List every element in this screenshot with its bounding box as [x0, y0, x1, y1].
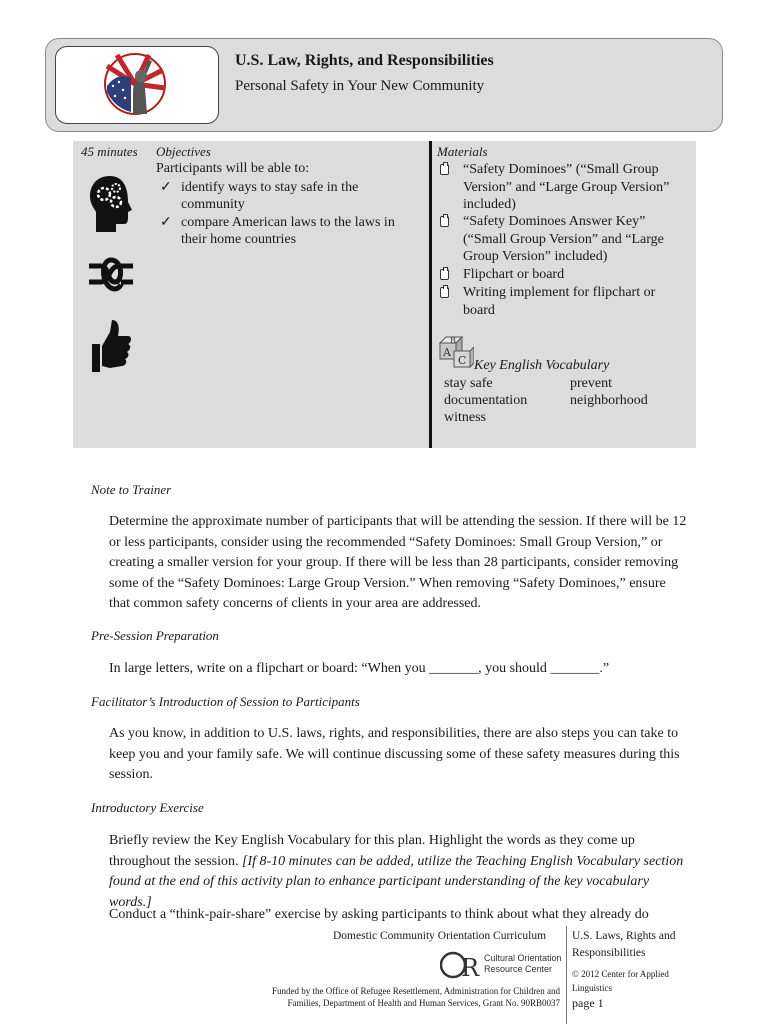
- note-heading: Note to Trainer: [91, 482, 172, 497]
- liberty-logo-icon: [103, 52, 167, 116]
- abc-blocks-icon: [438, 335, 474, 369]
- svg-text:R: R: [461, 954, 480, 980]
- objectives-intro: Participants will be able to:: [156, 161, 310, 176]
- clipboard-bullet-icon: [440, 164, 449, 175]
- panel-divider: [429, 141, 432, 448]
- cor-org-name: [484, 953, 562, 975]
- exercise-heading: Introductory Exercise: [91, 800, 204, 815]
- checkmark-icon: ✓: [160, 215, 172, 230]
- page-subtitle: Personal Safety in Your New Community: [235, 78, 485, 94]
- svg-text:C: C: [458, 354, 467, 367]
- page-number: page 1: [572, 996, 604, 1010]
- vocab-heading: Key English Vocabulary: [474, 358, 610, 373]
- knot-icon: [89, 254, 133, 294]
- think-pair-share-paragraph: Conduct a “think-pair-share” exercise by asking participants to think about what they already do: [109, 907, 649, 922]
- footer-curriculum: Domestic Community Orientation Curriculum: [333, 930, 547, 942]
- clipboard-bullet-icon: [440, 216, 449, 227]
- footer-topic: U.S. Laws, Rights and Responsibilities: [572, 930, 676, 959]
- org-line-2: Resource Center: [484, 964, 553, 974]
- material-item: “Safety Dominoes” (“Small Group Version” and “Large Group Version” included): [440, 161, 690, 214]
- svg-text:B: B: [450, 336, 456, 345]
- footer-funding: Funded by the Office of Refugee Resettlement, Administration for Children and Families, Department of Health and Human Services, Grant No. 90RB0037: [271, 986, 560, 1008]
- material-item: “Safety Dominoes Answer Key” (“Small Group Version” and “Large Group Version” included): [440, 213, 690, 266]
- head-gears-icon: [88, 174, 134, 234]
- objective-item: ✓ identify ways to stay safe in the community: [160, 180, 359, 212]
- prep-heading: Pre-Session Preparation: [91, 628, 219, 643]
- exercise-paragraph: [109, 831, 689, 913]
- clipboard-bullet-icon: [440, 269, 449, 280]
- checkmark-icon: ✓: [160, 180, 172, 195]
- materials-heading: Materials: [437, 144, 488, 159]
- vocab-word: documentation: [444, 393, 528, 408]
- vocab-word: stay safe: [444, 376, 493, 391]
- vocab-word: prevent: [570, 376, 612, 391]
- material-item: Writing implement for flipchart or board: [440, 284, 690, 319]
- clipboard-bullet-icon: [440, 287, 449, 298]
- cor-logo-icon: [440, 950, 484, 980]
- exercise-note: [If 8-10 minutes can be added, utilize the Teaching English Vocabulary section found at the end of this activity plan to enhance participant understanding of the key vocabulary words.]: [109, 853, 684, 910]
- vocab-word: witness: [444, 410, 486, 425]
- intro-paragraph: As you know, in addition to U.S. laws, rights, and responsibilities, there are also steps you can take to keep you and your family safe. We will continue discussing some of these safety measures during this session.: [109, 726, 680, 782]
- duration-label: 45 minutes: [81, 144, 138, 159]
- exercise-text: Briefly review the Key English Vocabulary for this plan. Highlight the words as they come up throughout the session.: [109, 833, 635, 869]
- objectives-heading: Objectives: [156, 144, 211, 159]
- prep-paragraph: In large letters, write on a flipchart or board: “When you _______, you should _______.”: [109, 661, 610, 676]
- svg-text:A: A: [443, 346, 451, 359]
- page-title: U.S. Law, Rights, and Responsibilities: [235, 52, 494, 69]
- intro-heading: Facilitator’s Introduction of Session to Participants: [91, 694, 360, 709]
- footer-divider: [566, 926, 567, 1024]
- footer-copyright: © 2012 Center for Applied Linguistics: [572, 969, 669, 993]
- thumbs-up-icon: [90, 318, 132, 374]
- material-item: Flipchart or board: [440, 266, 690, 284]
- objective-item: ✓ compare American laws to the laws in their home countries: [160, 215, 395, 247]
- vocab-word: neighborhood: [570, 393, 648, 408]
- note-paragraph: Determine the approximate number of participants that will be attending the session. If there will be 12 or less participants, consider using the recommended “Safety Dominoes: Small Group Version,” or creating a smaller version for your group. If there will be less than 28 participants, consider removing some of the “Safety Dominoes: Large Group Version.” When removing “Safety Dominoes,” ensure that common safety concerns of clients in your area are addressed.: [109, 514, 687, 611]
- org-line-1: Cultural Orientation: [484, 953, 562, 963]
